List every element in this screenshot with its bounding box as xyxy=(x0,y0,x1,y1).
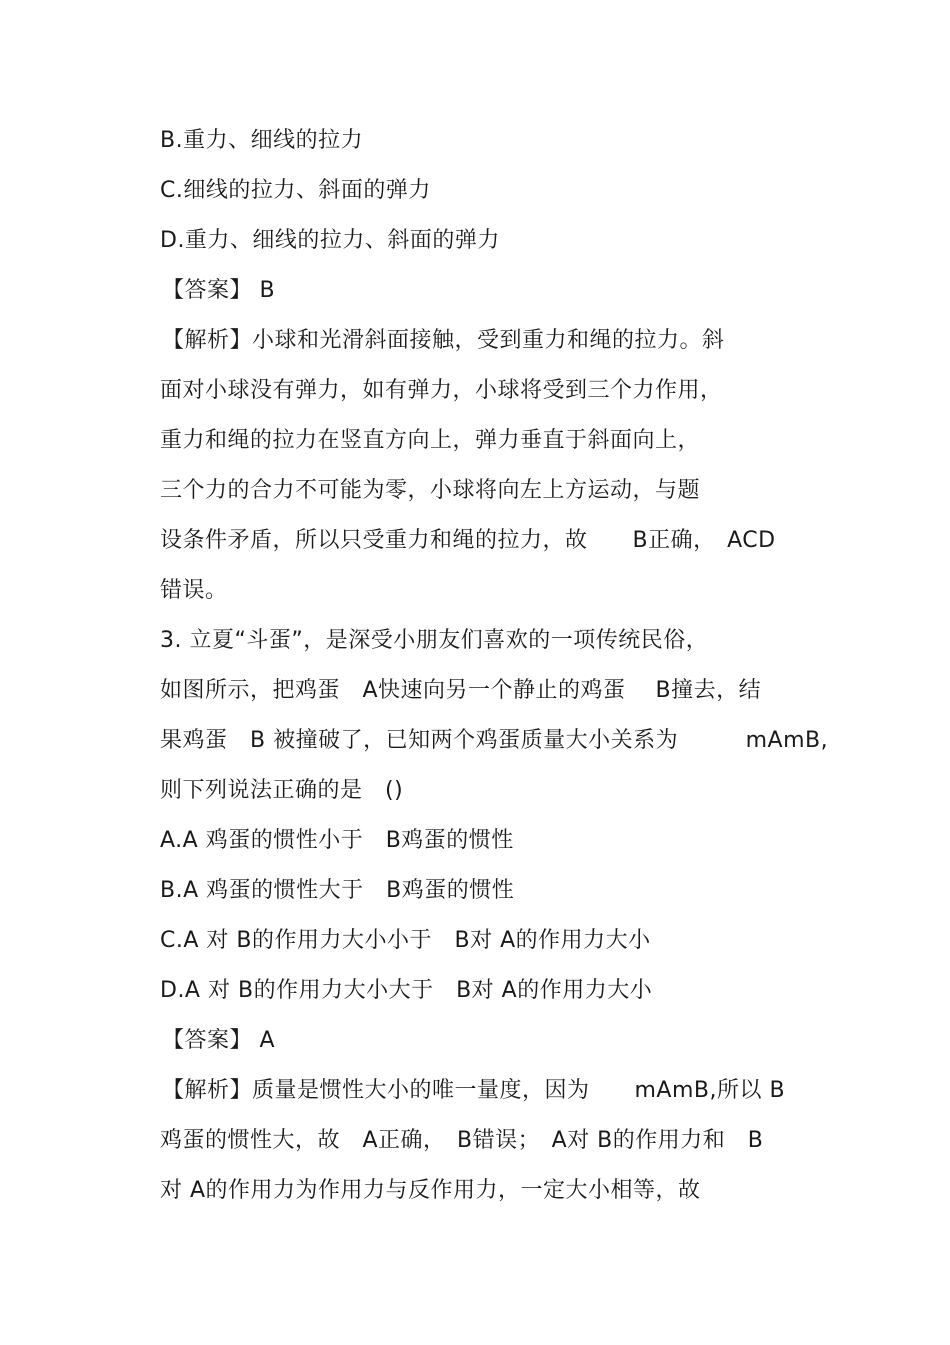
answer-line: 【答案】 A xyxy=(162,1028,276,1053)
option-b-line: B.重力、细线的拉力 xyxy=(160,128,364,153)
option-b-line: B.A 鸡蛋的惯性大于 B鸡蛋的惯性 xyxy=(160,878,515,903)
question-3-line: 如图所示，把鸡蛋 A快速向另一个静止的鸡蛋 B撞去，结 xyxy=(160,678,762,703)
question-3-line: 3. 立夏“斗蛋”，是深受小朋友们喜欢的一项传统民俗， xyxy=(160,628,709,653)
question-3-line: 则下列说法正确的是 () xyxy=(160,778,404,803)
option-d-line: D.A 对 B的作用力大小大于 B对 A的作用力大小 xyxy=(160,978,653,1003)
question-3-line: 果鸡蛋 B 被撞破了，已知两个鸡蛋质量大小关系为 mAmB, xyxy=(160,728,829,753)
option-c-line: C.A 对 B的作用力大小小于 B对 A的作用力大小 xyxy=(160,928,651,953)
analysis-line: 设条件矛盾，所以只受重力和绳的拉力，故 B正确， ACD xyxy=(160,528,776,553)
analysis-line: 错误。 xyxy=(160,578,228,603)
analysis-line: 面对小球没有弹力，如有弹力，小球将受到三个力作用， xyxy=(160,378,723,403)
analysis-line: 【解析】质量是惯性大小的唯一量度，因为 mAmB,所以 B xyxy=(162,1078,786,1103)
analysis-line: 对 A的作用力为作用力与反作用力，一定大小相等，故 xyxy=(160,1178,701,1203)
analysis-line: 【解析】小球和光滑斜面接触，受到重力和绳的拉力。斜 xyxy=(162,328,725,353)
option-a-line: A.A 鸡蛋的惯性小于 B鸡蛋的惯性 xyxy=(160,828,514,853)
answer-line: 【答案】 B xyxy=(162,278,276,303)
option-c-line: C.细线的拉力、斜面的弹力 xyxy=(160,178,431,203)
analysis-line: 鸡蛋的惯性大，故 A正确， B错误； A对 B的作用力和 B xyxy=(160,1128,764,1153)
option-d-line: D.重力、细线的拉力、斜面的弹力 xyxy=(160,228,500,253)
analysis-line: 重力和绳的拉力在竖直方向上，弹力垂直于斜面向上， xyxy=(160,428,701,453)
analysis-line: 三个力的合力不可能为零，小球将向左上方运动，与题 xyxy=(160,478,701,503)
